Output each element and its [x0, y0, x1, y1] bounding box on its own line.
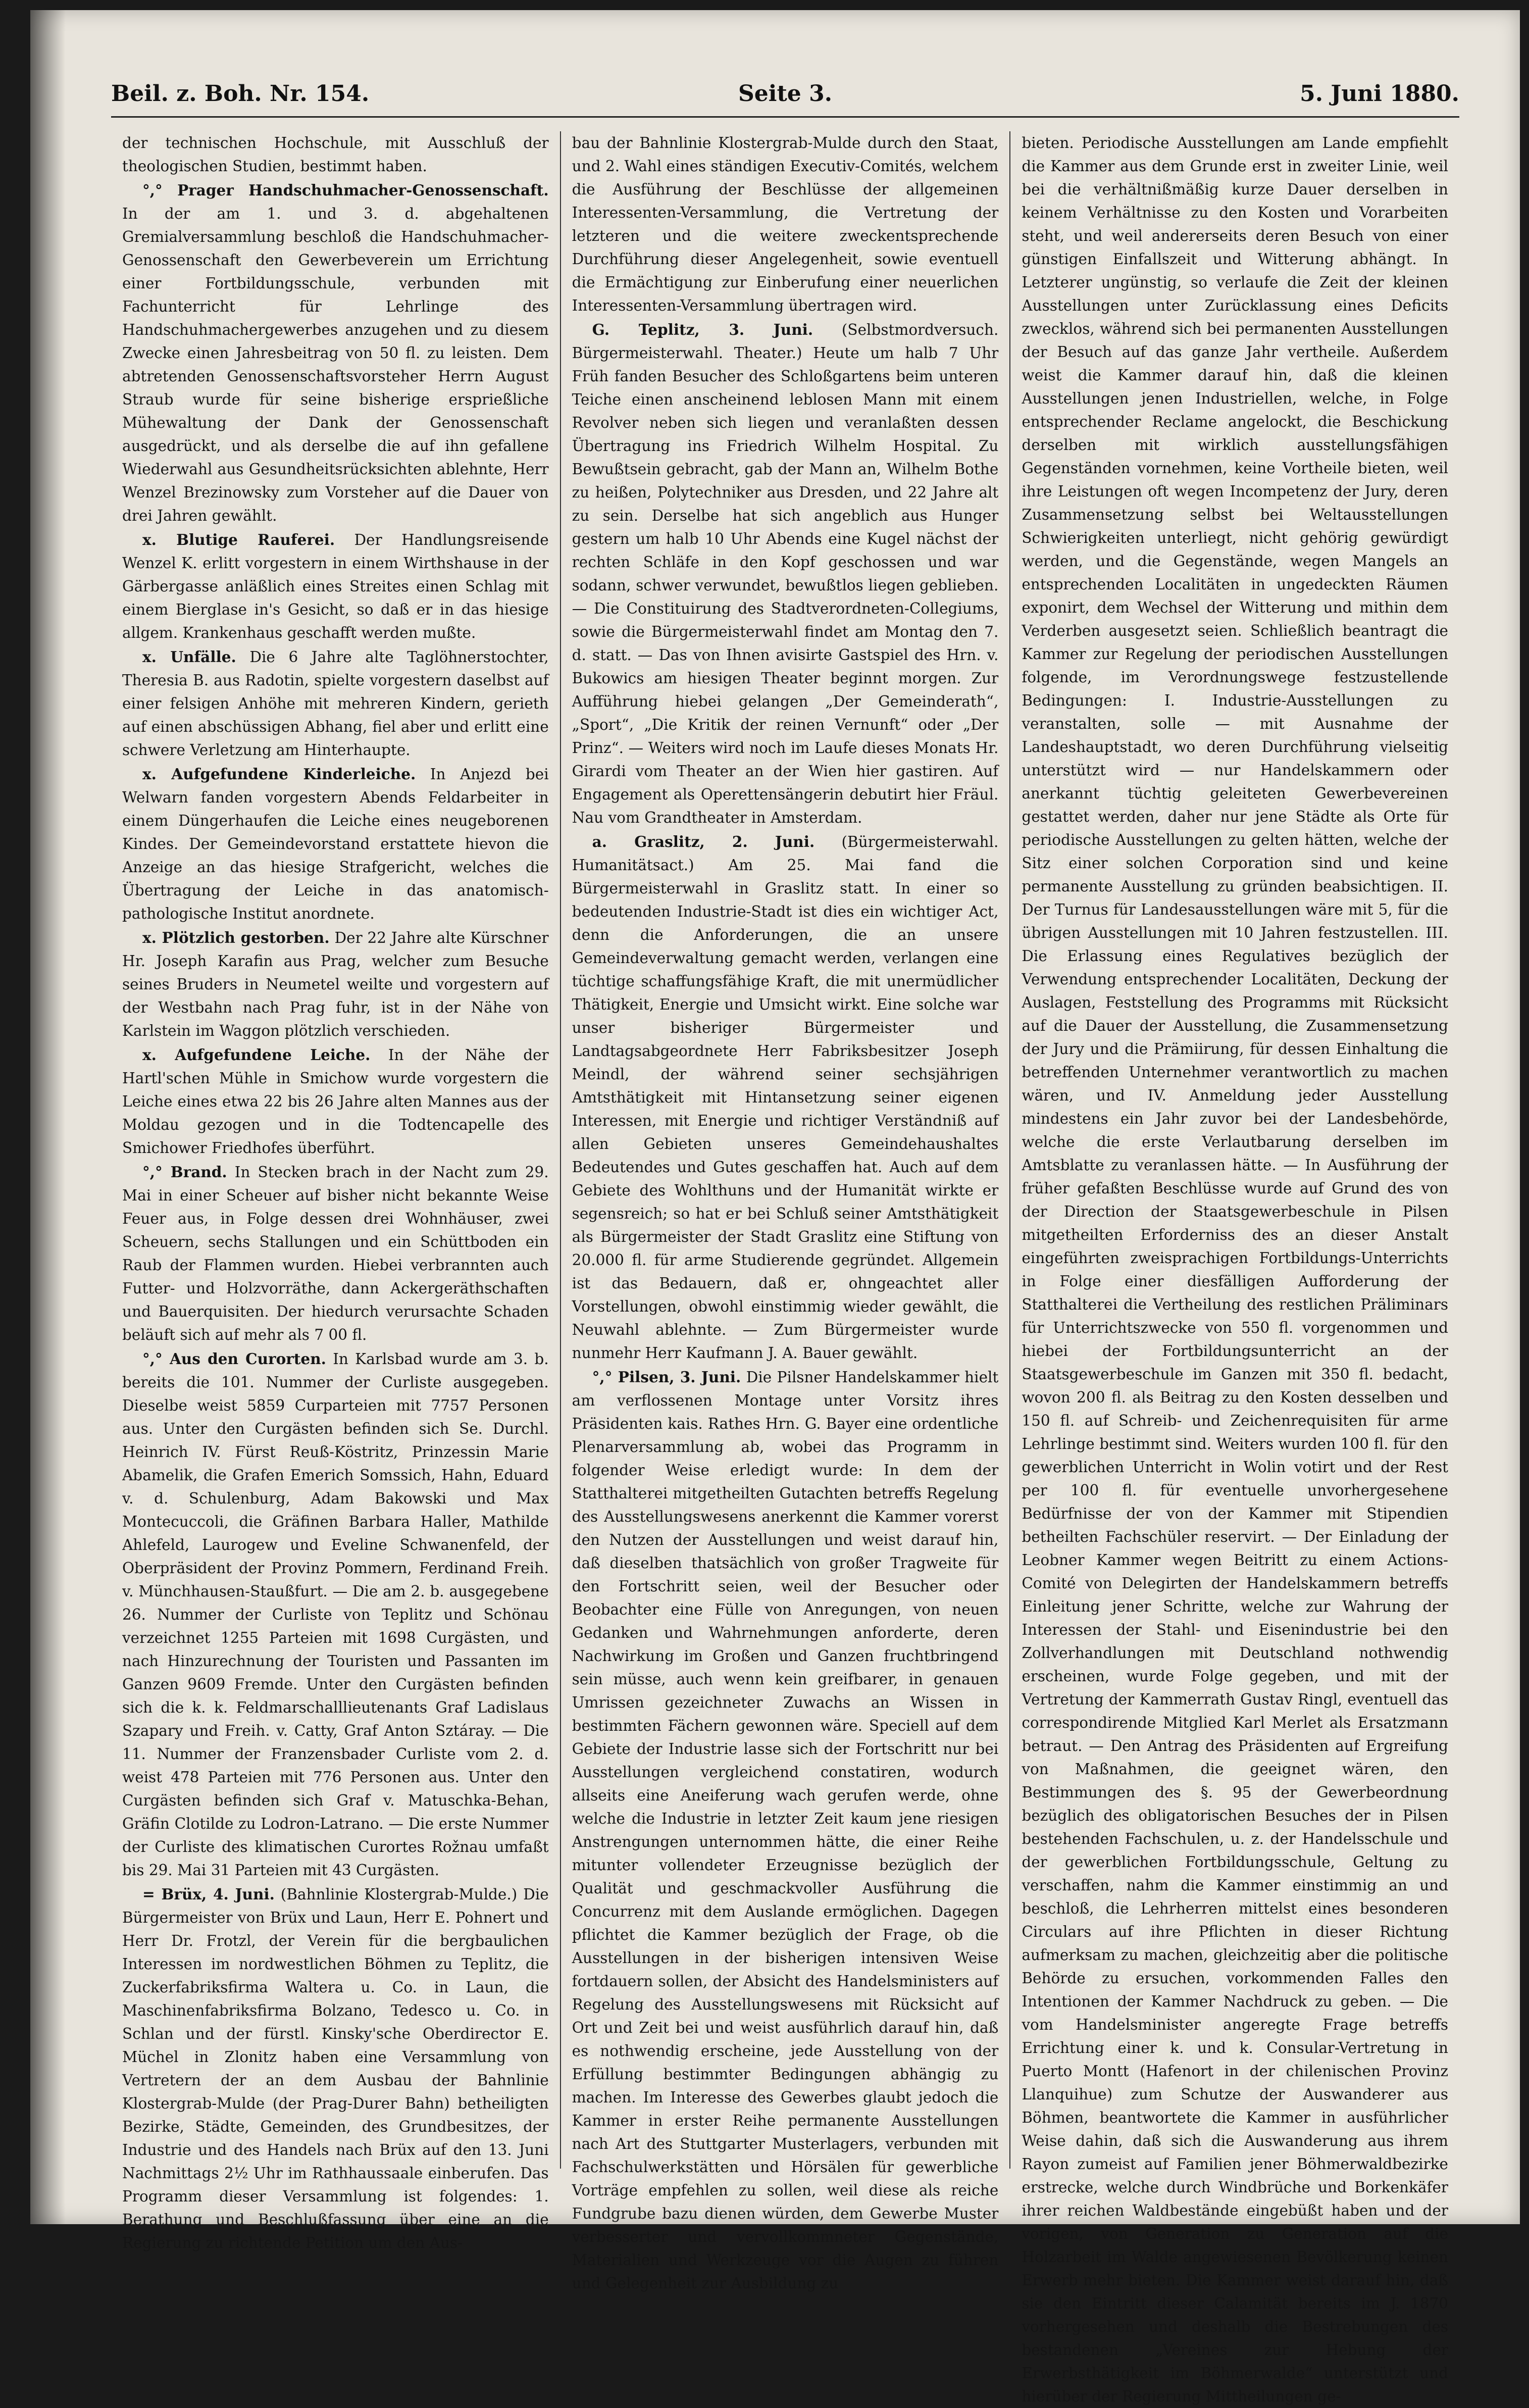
article-heading: °,° Aus den Curorten.	[142, 1350, 326, 1368]
article-heading: °,° Prager Handschuhmacher-Genossenschaft.	[142, 181, 549, 199]
issue-date: 5. Juni 1880.	[1300, 81, 1459, 107]
article-paragraph	[122, 926, 549, 1042]
issue-label: Beil. z. Boh. Nr. 154.	[111, 81, 370, 107]
page-number: Seite 3.	[738, 81, 833, 107]
article-heading: x. Aufgefundene Kinderleiche.	[142, 765, 416, 783]
article-paragraph	[572, 1366, 999, 2295]
page-edge-shadow	[30, 10, 66, 2224]
column-1	[111, 131, 560, 2251]
column-2	[560, 131, 1010, 2292]
article-text: Die Pilsner Handelskammer hielt am verflossenen Montage unter Vorsitz ihres Präsidenten kais. Rathes Hrn. G. Bayer eine ordentliche Plenarversammlung ab, wobei das Programm in folgender Weise erledigt wurde: In dem der Statthalterei mitgetheilten Gutachten betreffs Regelung des Ausstellungswesens anerkennt die Kammer vorerst den Nutzen der Ausstellungen und weist darauf hin, daß dieselben thatsächlich von großer Tragweite für den Fortschritt seien, weil der Besucher oder Beobachter eine Fülle von Anregungen, von neuen Gedanken und Wahrnehmungen anforderte, deren Nachwirkung im Großen und Ganzen fruchtbringend sein müsse, auch wenn kein greifbarer, in genauen Umrissen gezeichneter Zuwachs an Wissen in bestimmten Fächern gewonnen wäre. Speciell auf dem Gebiete der Industrie lasse sich der Fortschritt nur bei Ausstellungen vergleichend constatiren, wodurch allseits eine Aneiferung wach gerufen werde, ohne welche die Industrie in letzter Zeit kaum jene riesigen Anstrengungen unternommen hätte, die einer Reihe mitunter vollendeter Erzeugnisse bezüglich der Qualität und geschmackvoller Ausführung die Concurrenz mit dem Auslande ermöglichen. Dagegen pflichtet die Kammer bezüglich der Frage, ob die Ausstellungen in der bisherigen intensiven Weise fortdauern sollen, der Absicht des Handelsministers auf Regelung des Ausstellungswesens mit Rücksicht auf Ort und Zeit bei und weist ausführlich darauf hin, daß es nothwendig erscheine, jede Ausstellung von der Erfüllung bestimmter Bedingungen abhängig zu machen. Im Interesse des Gewerbes glaubt jedoch die Kammer in erster Reihe permanente Ausstellungen nach Art des Stuttgarter Musterlagers, verbunden mit Fachschulwerkstätten und Hörsälen für gewerbliche Vorträge empfehlen zu sollen, weil diese als reiche Fundgrube bazu dienen würden, dem Gewerbe Muster verbesserter und vervollkommneter Gegenstände, Materialien und Werkzeuge vor die Augen zu führen und Gelegenheit zur Ausbildung zu	[572, 1369, 999, 2292]
article-heading: x. Aufgefundene Leiche.	[142, 1046, 371, 1064]
article-heading: °,° Pilsen, 3. Juni.	[592, 1368, 741, 1386]
article-paragraph	[122, 1347, 549, 1882]
article-heading: = Brüx, 4. Juni.	[142, 1885, 275, 1903]
article-paragraph	[572, 131, 999, 317]
article-text: der technischen Hochschule, mit Ausschluß der theologischen Studien, bestimmt haben.	[122, 134, 549, 175]
article-text: (Bahnlinie Klostergrab-Mulde.) Die Bürgermeister von Brüx und Laun, Herr E. Pohnert und Herr Dr. Frotzl, der Verein für die bergbaulichen Interessen im nordwestlichen Böhmen zu Teplitz, die Zuckerfabriksfirma Waltera u. Co. in Laun, die Maschinenfabriksfirma Bolzano, Tedesco u. Co. in Schlan und der fürstl. Kinsky'sche Oberdirector E. Müchel in Zlonitz haben eine Versammlung von Vertretern der an dem Ausbau der Bahnlinie Klostergrab-Mulde (der Prag-Durer Bahn) betheiligten Bezirke, Städte, Gemeinden, des Grundbesitzes, der Industrie und des Handels nach Brüx auf den 13. Juni Nachmittags 2½ Uhr im Rathhaussaale einberufen. Das Programm dieser Versammlung ist folgendes: 1. Berathung und Beschlußfassung über eine an die Regierung zu richtende Petition um den Aus-	[122, 1886, 549, 2251]
article-paragraph	[1022, 131, 1448, 2408]
article-text: (Bürgermeisterwahl. Humanitätsact.) Am 25. Mai fand die Bürgermeisterwahl in Graslitz statt. In einer so bedeutenden Industrie-Stadt ist dies ein wichtiger Act, denn die Anforderungen, die an unsere Gemeindeverwaltung gemacht werden, verlangen eine tüchtige schaffungsfähige Kraft, die mit unermüdlicher Thätigkeit, Energie und Umsicht wirkt. Eine solche war unser bisheriger Bürgermeister und Landtagsabgeordnete Herr Fabriksbesitzer Joseph Meindl, der während seiner sechsjährigen Amtsthätigkeit mit Hintansetzung seiner eigenen Interessen, mit Energie und richtiger Verständniß auf allen Gebieten unseres Gemeindehaushaltes Bedeutendes und Gutes geschaffen hat. Auch auf dem Gebiete des Wohlthuns und der Humanität wirkte er segensreich; so hat er bei Schluß seiner Amtsthätigkeit als Bürgermeister der Stadt Graslitz eine Stiftung von 20.000 fl. für arme Studierende gegründet. Allgemein ist das Bedauern, daß er, ohngeachtet aller Vorstellungen, obwohl einstimmig wieder gewählt, die Neuwahl ablehnte. — Zum Bürgermeister wurde nunmehr Herr Kaufmann J. A. Bauer gewählt.	[572, 833, 999, 1362]
article-paragraph	[122, 1883, 549, 2254]
article-paragraph	[122, 1043, 549, 1160]
article-text: bieten. Periodische Ausstellungen am Lande empfiehlt die Kammer aus dem Grunde erst in zweiter Linie, weil bei die verhältnißmäßig kurze Dauer derselben in keinem Verhältnisse zu den Kosten und Vorarbeiten steht, und weil andererseits deren Besuch von einer günstigen Einfallszeit und Witterung abhängt. In Letzterer ungünstig, so verlaufe die Zeit der kleinen Ausstellungen unter Zurücklassung eines Deficits zwecklos, während sich bei permanenten Ausstellungen der Besuch auf das ganze Jahr vertheile. Außerdem weist die Kammer darauf hin, daß die kleinen Ausstellungen jenen Industriellen, welche, in Folge entsprechender Reclame angelockt, die Beschickung derselben mit wirklich ausstellungsfähigen Gegenständen vornehmen, keine Vortheile bieten, weil ihre Leistungen oft wegen Incompetenz der Jury, deren Zusammensetzung selbst bei Weltausstellungen Schwierigkeiten unterliegt, nicht gehörig gewürdigt werden, und die Gegenstände, wegen Mangels an entsprechenden Localitäten in ungedeckten Räumen exponirt, dem Wechsel der Witterung und mithin dem Verderben ausgesetzt seien. Schließlich beantragt die Kammer zur Regelung der periodischen Ausstellungen folgende, im Verordnungswege festzustellende Bedingungen: I. Industrie-Ausstellungen zu veranstalten, solle — mit Ausnahme der Landeshauptstadt, wo deren Durchführung vielseitig unterstützt wird — nur Handelskammern oder anerkannt tüchtig geleiteten Gewerbevereinen gestattet werden, daher nur jene Städte als Orte für periodische Ausstellungen zu gelten hätten, welche der Sitz einer solchen Corporation sind und keine permanente Ausstellung zu gründen beabsichtigen. II. Der Turnus für Landesausstellungen wäre mit 5, für die übrigen Ausstellungen mit 10 Jahren festzustellen. III. Die Erlassung eines Regulatives bezüglich der Verwendung entsprechender Localitäten, Deckung der Auslagen, Feststellung des Programms mit Rücksicht auf die Dauer der Ausstellung, die Zusammensetzung der Jury und die Prämiirung, für dessen Einhaltung die betreffenden Unternehmer verantwortlich zu machen wären, und IV. Anmeldung jeder Ausstellung mindestens ein Jahr zuvor bei der Landesbehörde, welche die erste Verlautbarung derselben im Amtsblatte zu veranlassen hätte. — In Ausführung der früher gefaßten Beschlüsse wurde auf Grund des von der Direction der Staatsgewerbeschule in Pilsen mitgetheilten Erforderniss des an dieser Anstalt eingeführten zweisprachigen Fortbildungs-Unterrichts in Folge einer diesfälligen Aufforderung der Statthalterei die Vertheilung des restlichen Präliminars für Unterrichtszwecke von 550 fl. vorgenommen und hiebei der Fortbildungsunterricht an der Staatsgewerbeschule im Ganzen mit 350 fl. bedacht, wovon 200 fl. als Beitrag zu den Kosten desselben und 150 fl. auf Schreib- und Zeichenrequisiten für arme Lehrlinge bestimmt sind. Weiters wurden 100 fl. für den gewerblichen Unterricht in Wolin votirt und der Rest per 100 fl. für eventuelle unvorhergesehene Bedürfnisse der von der Kammer mit Stipendien betheilten Fachschüler reservirt. — Der Einladung der Leobner Kammer wegen Beitritt zu einem Actions-Comité von Delegirten der Handelskammern betreffs Einleitung jener Schritte, welche zur Wahrung der Interessen der Stahl- und Eisenindustrie bei den Zollverhandlungen mit Deutschland nothwendig erscheinen, wurde Folge gegeben, und mit der Vertretung der Kammerrath Gustav Ringl, eventuell das correspondirende Mitglied Karl Merlet als Ersatzmann betraut. — Den Antrag des Präsidenten auf Ergreifung von Maßnahmen, die geeignet wären, den Bestimmungen des §. 95 der Gewerbeordnung bezüglich des obligatorischen Besuches der in Pilsen bestehenden Fachschulen, u. z. der Handelsschule und der gewerblichen Fortbildungsschule, Geltung zu verschaffen, nahm die Kammer einstimmig an und beschloß, die Lehrherren mittelst eines besonderen Circulars auf ihre Pflichten in dieser Richtung aufmerksam zu machen, gleichzeitig aber die politische Behörde zu ersuchen, vorkommenden Falles den Intentionen der Kammer Nachdruck zu geben. — Die vom Handelsminister angeregte Frage betreffs Errichtung einer k. und k. Consular-Vertretung in Puerto Montt (Hafenort in der chilenischen Provinz Llanquihue) zum Schutze der Auswanderer aus Böhmen, beantwortete die Kammer in ausführlicher Weise dahin, daß sich die Auswanderung aus ihrem Rayon zumeist auf Familien jener Böhmerwaldbezirke erstrecke, welche durch Windbrüche und Borkenkäfer ihrer reichen Waldbestände eingebüßt haben und der vorigen, von Generation zu Generation auf die Holzarbeit im Walde angewiesenen Bevölkerung keinen Erwerb mehr bieten. Die Kammer weist darauf hin, daß sie den Eintritt dieser Calamität bereits im J. 1870 vorhergesehen und deshalb die Bestrebungen des bestandenen „Vereines zur Hebung der Erwerbsthätigkeit im Böhmerwalde“ unterstützt und hierüber der Regierung Mittheilungen ge-	[1022, 134, 1449, 2405]
article-text: In der am 1. und 3. d. abgehaltenen Gremialversammlung beschloß die Handschuhmacher-Genossenschaft den Gewerbeverein um Errichtung einer Fortbildungsschule, verbunden mit Fachunterricht für Lehrlinge des Handschuhmachergewerbes anzugehen und zu diesem Zwecke einen Jahresbeitrag von 50 fl. zu leisten. Dem abtretenden Genossenschaftsvorsteher Herrn August Straub wurde für seine bisherige ersprießliche Mühewaltung der Dank der Genossenschaft ausgedrückt, und als derselbe die auf ihn gefallene Wiederwahl aus Gesundheitsrücksichten ablehnte, Herr Wenzel Brezinowsky zum Vorsteher auf die Dauer von drei Jahren gewählt.	[122, 205, 549, 524]
article-paragraph	[122, 131, 549, 178]
article-text: In der Nähe der Hartl'schen Mühle in Smichow wurde vorgestern die Leiche eines etwa 22 bis 26 Jahre alten Mannes aus der Moldau gezogen und in die Todtencapelle des Smichower Friedhofes überführt.	[122, 1046, 549, 1157]
article-text: In Stecken brach in der Nacht zum 29. Mai in einer Scheuer auf bisher nicht bekannte Weise Feuer aus, in Folge dessen drei Wohnhäuser, zwei Scheuern, sechs Stallungen und ein Schüttboden ein Raub der Flammen wurden. Hiebei verbrannten auch Futter- und Holzvorräthe, dann Ackergeräthschaften und Bauerquisiten. Der hiedurch verursachte Schaden beläuft sich auf mehr als 7 00 fl.	[122, 1164, 549, 1343]
article-text: Die 6 Jahre alte Taglöhnerstochter, Theresia B. aus Radotin, spielte vorgestern daselbst auf einer felsigen Anhöhe mit mehreren Kindern, gerieth auf einen abschüssigen Abhang, fiel aber und erlitt eine schwere Verletzung am Hinterhaupte.	[122, 648, 549, 759]
article-heading: x. Plötzlich gestorben.	[142, 929, 330, 946]
text-columns	[111, 131, 1459, 2405]
article-heading: x. Unfälle.	[142, 648, 236, 666]
article-paragraph	[122, 763, 549, 925]
article-text: In Anjezd bei Welwarn fanden vorgestern Abends Feldarbeiter in einem Düngerhaufen die Leiche eines neugeborenen Kindes. Der Gemeindevorstand erstattete hievon die Anzeige an das hiesige Strafgericht, welches die Übertragung der Leiche in das anatomisch-pathologische Institut anordnete.	[122, 766, 549, 922]
article-paragraph	[122, 1161, 549, 1346]
article-text: Der Handlungsreisende Wenzel K. erlitt vorgestern in einem Wirthshause in der Gärbergasse anläßlich eines Streites einen Schlag mit einem Bierglase in's Gesicht, so daß er in das hiesige allgem. Krankenhaus geschafft werden mußte.	[122, 531, 549, 641]
article-heading: G. Teplitz, 3. Juni.	[592, 321, 813, 338]
article-heading: x. Blutige Rauferei.	[142, 531, 335, 548]
article-paragraph	[122, 645, 549, 762]
article-text: bau der Bahnlinie Klostergrab-Mulde durch den Staat, und 2. Wahl eines ständigen Executiv-Comités, welchem die Ausführung der Beschlüsse der allgemeinen Interessenten-Versammlung, die Vertretung der letzteren und die weitere zweckentsprechende Durchführung dieser Angelegenheit, sowie eventuell die Ermächtigung zur Einberufung einer neuerlichen Interessenten-Versammlung übertragen wird.	[572, 134, 999, 314]
article-paragraph	[122, 179, 549, 527]
page-header	[111, 81, 1459, 118]
newspaper-page	[30, 10, 1520, 2405]
article-paragraph	[572, 318, 999, 829]
article-heading: a. Graslitz, 2. Juni.	[592, 833, 815, 850]
article-text: In Karlsbad wurde am 3. b. bereits die 101. Nummer der Curliste ausgegeben. Dieselbe weist 5859 Curparteien mit 7757 Personen aus. Unter den Curgästen befinden sich Se. Durchl. Heinrich IV. Fürst Reuß-Köstritz, Prinzessin Marie Abamelik, die Grafen Emerich Somssich, Hahn, Eduard v. d. Schulenburg, Adam Bakowski und Max Montecuccoli, die Gräfinen Barbara Haller, Mathilde Ahlefeld, Laurogew und Eveline Schwanenfeld, der Oberpräsident der Provinz Pommern, Ferdinand Freih. v. Münchhausen-Staußfurt. — Die am 2. b. ausgegebene 26. Nummer der Curliste von Teplitz und Schönau verzeichnet 1255 Parteien mit 1698 Curgästen, und nach Hinzurechnung der Touristen und Passanten im Ganzen 9609 Fremde. Unter den Curgästen befinden sich die k. k. Feldmarschalllieutenants Graf Ladislaus Szapary und Freih. v. Catty, Graf Anton Sztáray. — Die 11. Nummer der Franzensbader Curliste vom 2. d. weist 478 Parteien mit 776 Personen aus. Unter den Curgästen befinden sich Graf v. Matuschka-Behan, Gräfin Clotilde zu Lodron-Latrano. — Die erste Nummer der Curliste des klimatischen Curortes Rožnau umfaßt bis 29. Mai 31 Parteien mit 43 Curgästen.	[122, 1350, 549, 1879]
article-text: Der 22 Jahre alte Kürschner Hr. Joseph Karafin aus Prag, welcher zum Besuche seines Bruders in Neumetel weilte und vorgestern auf der Westbahn nach Prag fuhr, ist in der Nähe von Karlstein im Waggon plötzlich verschieden.	[122, 929, 549, 1039]
article-paragraph	[572, 830, 999, 1365]
article-paragraph	[122, 528, 549, 644]
column-3	[1009, 131, 1459, 2405]
article-heading: °,° Brand.	[142, 1163, 227, 1181]
article-text: (Selbstmordversuch. Bürgermeisterwahl. Theater.) Heute um halb 7 Uhr Früh fanden Besucher des Schloßgartens beim unteren Teiche einen anscheinend leblosen Mann mit einem Revolver neben sich liegen und veranlaßten dessen Übertragung ins Friedrich Wilhelm Hospital. Zu Bewußtsein gebracht, gab der Mann an, Wilhelm Bothe zu heißen, Polytechniker aus Dresden, und 22 Jahre alt zu sein. Derselbe hat sich angeblich aus Hunger gestern um halb 10 Uhr Abends eine Kugel nächst der rechten Schläfe in den Kopf geschossen und war sodann, schwer verwundet, bewußtlos liegen geblieben. — Die Constituirung des Stadtverordneten-Collegiums, sowie die Bürgermeisterwahl findet am Montag den 7. d. statt. — Das von Ihnen avisirte Gastspiel des Hrn. v. Bukowics am hiesigen Theater beginnt morgen. Zur Aufführung hiebei gelangen „Der Gemeinderath“, „Sport“, „Die Kritik der reinen Vernunft“ oder „Der Prinz“. — Weiters wird noch im Laufe dieses Monats Hr. Girardi vom Theater an der Wien hier gastiren. Auf Engagement als Operettensängerin debutirt hier Fräul. Nau vom Grandtheater in Amsterdam.	[572, 321, 999, 826]
